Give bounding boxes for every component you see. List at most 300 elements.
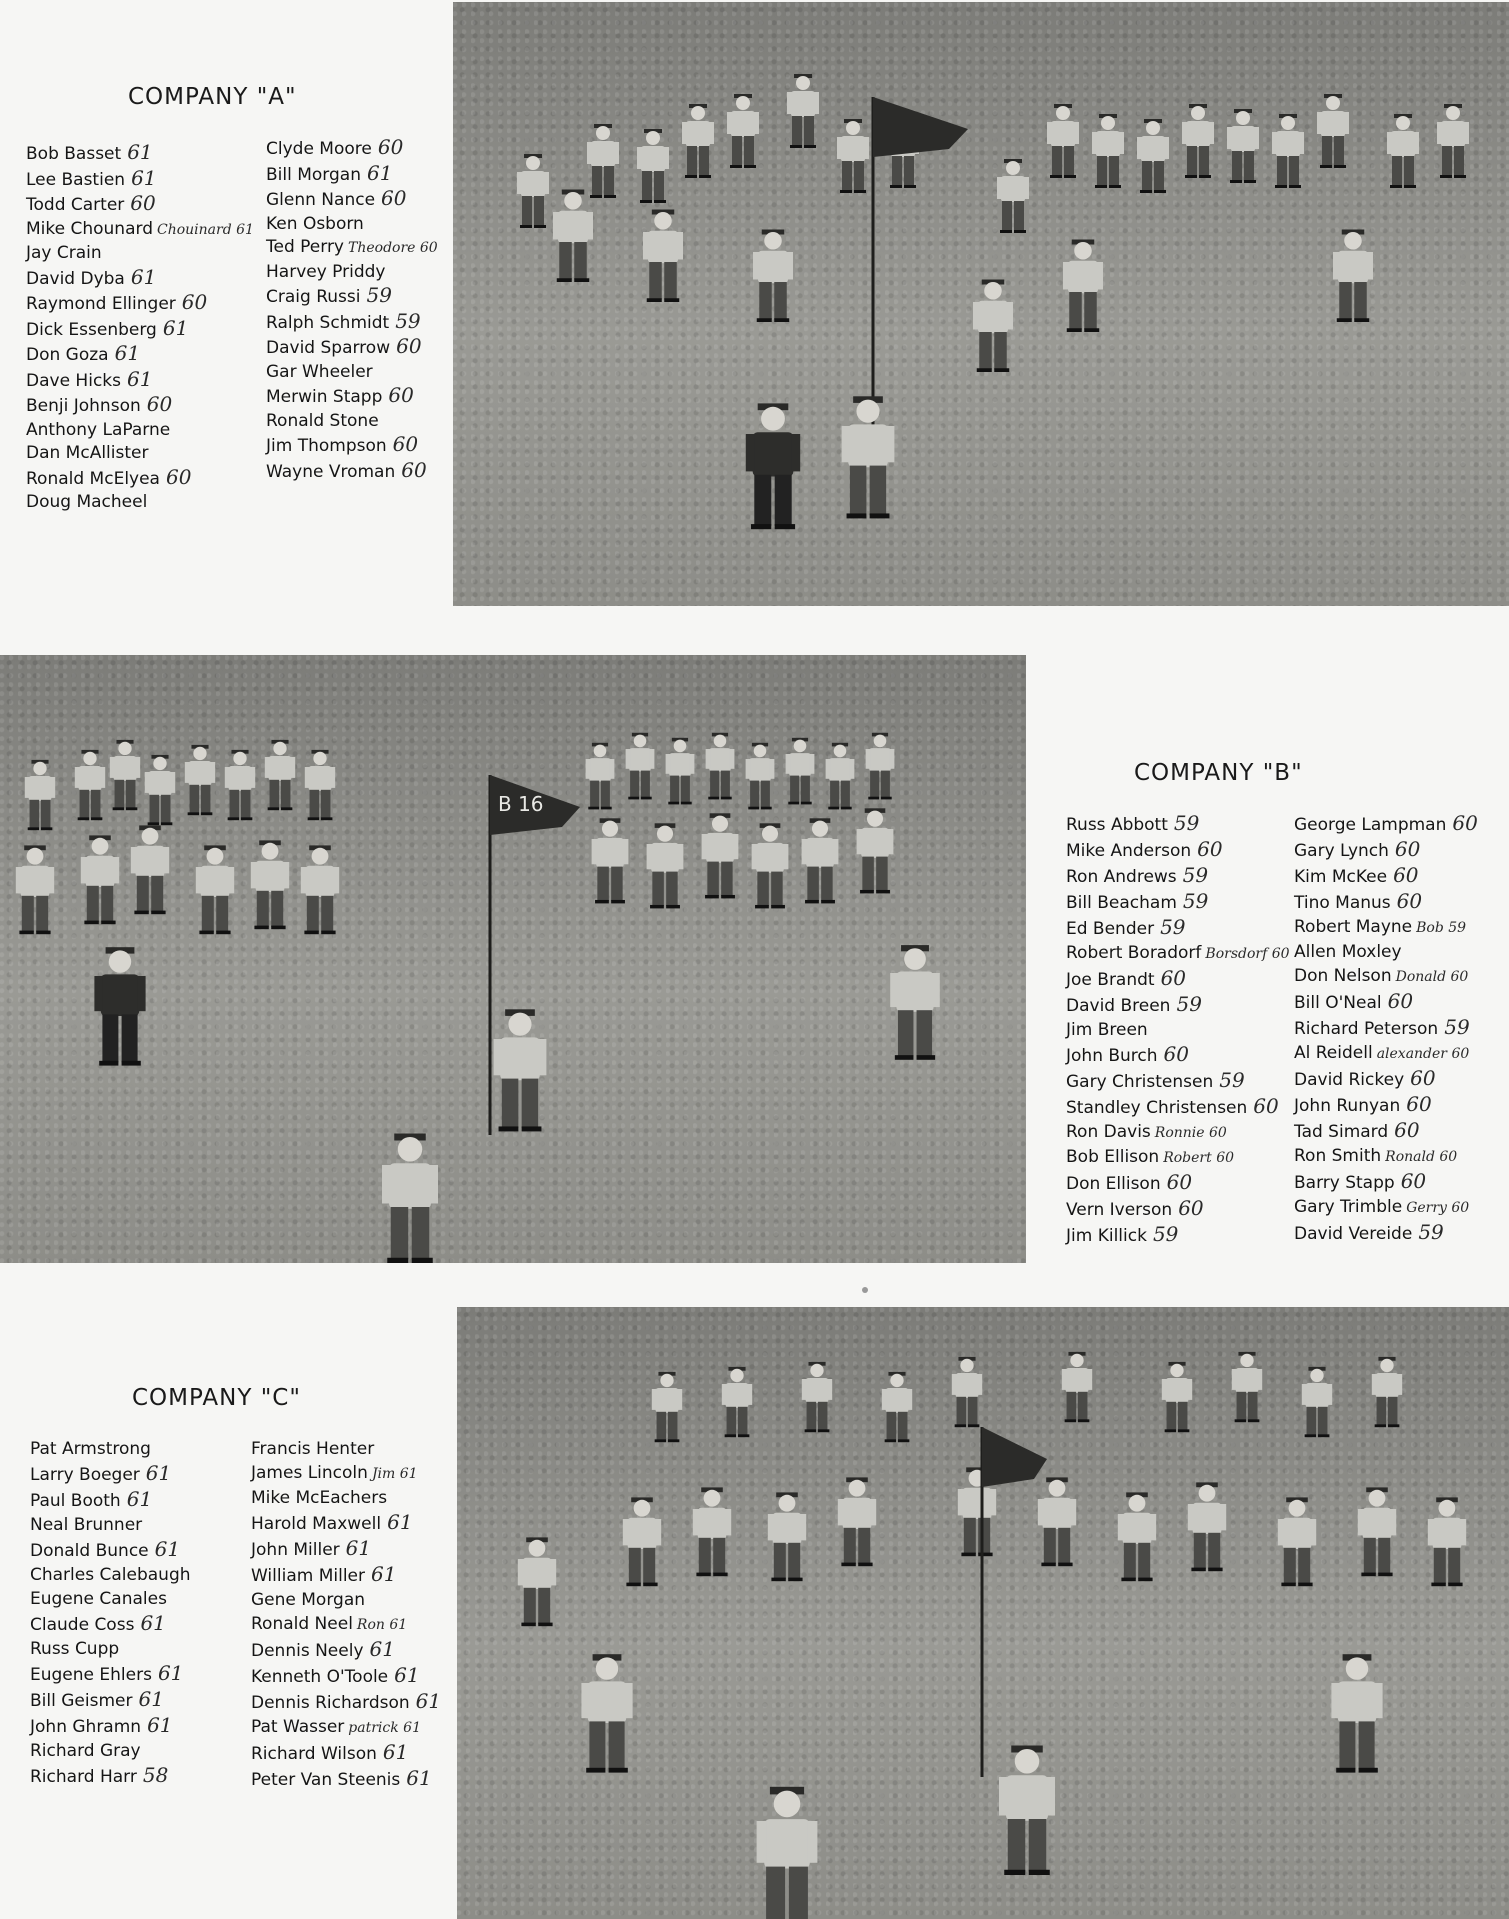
handwritten-note: 61 <box>387 1510 413 1534</box>
cadet-figure <box>1188 1482 1226 1571</box>
cadet-figure <box>1182 104 1214 178</box>
member-name: Mike Chounard <box>26 218 153 239</box>
roster-entry <box>26 192 254 218</box>
roster-entry <box>30 1611 191 1637</box>
member-name: Francis Henter <box>251 1439 375 1459</box>
company-b-roster-col1 <box>1066 811 1290 1248</box>
member-name: Lee Bastien <box>26 169 126 190</box>
member-name: Jim Breen <box>1066 1020 1148 1040</box>
handwritten-note: 60 <box>1396 889 1423 913</box>
member-name: Craig Russi <box>266 287 361 307</box>
handwritten-note: 60 <box>1387 989 1414 1013</box>
member-name: Bill Morgan <box>266 164 361 185</box>
cadet-figure <box>517 154 549 228</box>
roster-entry <box>1066 1068 1290 1094</box>
member-name: Clyde Moore <box>266 139 372 159</box>
roster-entry <box>1294 1118 1478 1144</box>
cadet-figure <box>586 743 615 810</box>
cadet-figure <box>1232 1352 1262 1422</box>
handwritten-note: 60 <box>1394 1118 1420 1142</box>
company-c-heading: COMPANY "C" <box>132 1385 301 1411</box>
cadet-figure <box>1387 114 1419 188</box>
roster-entry <box>1066 1222 1290 1248</box>
roster-entry <box>1066 1018 1290 1042</box>
roster-entry <box>30 1461 191 1487</box>
member-name: Jim Thompson <box>266 436 387 456</box>
roster-entry <box>266 410 438 434</box>
roster-entry <box>1066 966 1290 992</box>
roster-entry <box>26 368 254 394</box>
roster-entry <box>251 1461 441 1486</box>
member-name: Pat Wasser <box>251 1717 345 1737</box>
cadet-figure <box>305 750 335 820</box>
company-c-roster-col1 <box>30 1437 191 1789</box>
roster-entry <box>30 1537 191 1563</box>
cadet-figure <box>623 1497 661 1586</box>
handwritten-note: 60 <box>392 432 419 456</box>
cadet-figure <box>587 124 619 198</box>
member-name: David Rickey <box>1294 1070 1405 1090</box>
roster-entry <box>26 291 254 317</box>
handwritten-note: 60 <box>377 135 404 159</box>
handwritten-note: 59 <box>1444 1015 1470 1039</box>
member-name: Ken Osborn <box>266 213 364 234</box>
member-name: Gary Trimble <box>1294 1197 1403 1217</box>
handwritten-note: Donald 60 <box>1395 969 1469 985</box>
member-name: Bill Beacham <box>1066 893 1177 913</box>
cadet-figure <box>145 755 175 825</box>
member-name: Joe Brandt <box>1066 970 1155 990</box>
member-name: Benji Johnson <box>26 396 141 416</box>
roster-entry <box>26 218 254 243</box>
roster-entry <box>30 1637 191 1661</box>
member-name: Mike McEachers <box>251 1488 388 1508</box>
cadet-figure <box>553 190 593 283</box>
handwritten-note: 61 <box>126 1487 153 1511</box>
member-name: David Sparrow <box>266 338 391 358</box>
roster-entry <box>251 1637 441 1663</box>
cadet-figure <box>752 823 789 908</box>
handwritten-note: 60 <box>181 290 208 314</box>
cadet-figure <box>973 280 1013 373</box>
handwritten-note: 59 <box>1182 889 1209 913</box>
member-name: Al Reidell <box>1294 1043 1373 1063</box>
member-name: Dan McAllister <box>26 443 149 463</box>
member-name: Ronald Neel <box>251 1614 353 1634</box>
cadet-figure <box>693 1487 731 1576</box>
member-name: Glenn Nance <box>266 190 376 210</box>
roster-entry <box>1294 915 1478 940</box>
member-name: Pat Armstrong <box>30 1439 151 1459</box>
handwritten-note: 60 <box>1394 837 1421 861</box>
member-name: Doug Macheel <box>26 492 148 512</box>
cadet-figure <box>768 1492 806 1581</box>
cadet-figure <box>1331 1654 1382 1772</box>
handwritten-note: 61 <box>138 1687 164 1711</box>
handwritten-note: 60 <box>1393 863 1419 887</box>
company-b-heading: COMPANY "B" <box>1134 760 1303 786</box>
cadet-figure <box>592 818 629 903</box>
cadet-figure <box>251 840 289 929</box>
company-a-photo <box>453 2 1509 606</box>
handwritten-note: 61 <box>394 1663 420 1687</box>
roster-entry <box>26 242 254 266</box>
roster-entry <box>1294 989 1478 1015</box>
roster-entry <box>1294 1144 1478 1169</box>
handwritten-note: 61 <box>366 160 393 185</box>
handwritten-note: 59 <box>1160 915 1186 939</box>
roster-entry <box>1294 1066 1478 1092</box>
member-name: Ronald Stone <box>266 410 379 431</box>
handwritten-note: 60 <box>1178 1196 1204 1220</box>
company-a-heading: COMPANY "A" <box>128 84 297 110</box>
roster-entry <box>26 141 254 167</box>
handwritten-note: 61 <box>154 1537 181 1561</box>
cadet-figure <box>1428 1497 1466 1586</box>
handwritten-note: 60 <box>1166 1170 1193 1194</box>
member-name: Dennis Neely <box>251 1641 364 1661</box>
roster-entry <box>1294 940 1478 964</box>
company-a-roster-col1 <box>26 141 254 515</box>
roster-entry <box>26 393 254 419</box>
roster-entry <box>266 335 438 361</box>
member-name: Tino Manus <box>1294 893 1391 913</box>
member-name: Richard Wilson <box>251 1744 377 1764</box>
member-name: Charles Calebaugh <box>30 1565 191 1585</box>
roster-entry <box>1066 992 1290 1018</box>
cadet-figure <box>837 119 869 193</box>
cadet-figure <box>1358 1487 1396 1576</box>
roster-entry <box>251 1437 441 1461</box>
cadet-figure <box>757 1787 818 1919</box>
cadet-figure <box>94 947 145 1065</box>
company-b-photo <box>0 655 1026 1263</box>
handwritten-note: 61 <box>371 1562 397 1586</box>
handwritten-note: 61 <box>406 1766 432 1790</box>
roster-entry <box>251 1486 441 1510</box>
roster-entry <box>30 1513 191 1537</box>
roster-entry <box>1066 837 1290 863</box>
roster-entry <box>26 442 254 466</box>
flag-label: B 16 <box>498 792 544 816</box>
member-name: Richard Peterson <box>1294 1019 1439 1039</box>
member-name: Eugene Canales <box>30 1589 167 1609</box>
cadet-figure <box>131 825 169 914</box>
roster-entry <box>251 1588 441 1612</box>
cadet-figure <box>727 94 759 168</box>
roster-entry <box>26 266 254 292</box>
roster-entry <box>1294 1220 1478 1246</box>
cadet-figure <box>838 1477 876 1566</box>
roster-entry <box>1294 863 1478 889</box>
roster-entry <box>266 459 438 485</box>
handwritten-note: Ronnie 60 <box>1154 1125 1227 1141</box>
cadet-figure <box>722 1367 752 1437</box>
cadet-figure <box>666 738 695 805</box>
cadet-figure <box>1137 119 1169 193</box>
member-name: Gene Morgan <box>251 1590 366 1610</box>
cadet-figure <box>826 743 855 810</box>
member-name: Paul Booth <box>30 1491 121 1511</box>
handwritten-note: 59 <box>1182 863 1209 887</box>
cadet-figure <box>647 823 684 908</box>
roster-entry <box>266 361 438 385</box>
unit-flag <box>982 1427 1047 1777</box>
roster-entry <box>26 466 254 492</box>
member-name: Anthony LaParne <box>26 419 171 440</box>
roster-entry <box>1066 915 1290 941</box>
cadet-figure <box>1118 1492 1156 1581</box>
cadet-figure <box>1372 1357 1402 1427</box>
roster-entry <box>1066 1196 1290 1222</box>
member-name: Donald Bunce <box>30 1541 149 1561</box>
roster-entry <box>26 419 254 443</box>
roster-entry <box>266 384 438 410</box>
member-name: Vern Iverson <box>1066 1200 1173 1220</box>
handwritten-note: 61 <box>145 1461 172 1485</box>
roster-entry <box>266 310 438 336</box>
handwritten-note: Jim 61 <box>371 1466 418 1482</box>
roster-entry <box>26 317 254 343</box>
cadet-figure <box>637 129 669 203</box>
member-name: Jay Crain <box>26 243 102 263</box>
member-name: Ron Davis <box>1066 1122 1151 1142</box>
member-name: Dick Essenberg <box>26 319 157 340</box>
member-name: Ron Smith <box>1294 1146 1382 1166</box>
cadet-figure <box>682 104 714 178</box>
roster-entry <box>251 1663 441 1689</box>
handwritten-note: Ron 61 <box>356 1617 408 1633</box>
member-name: William Miller <box>251 1566 365 1586</box>
member-name: Gary Christensen <box>1066 1072 1214 1092</box>
handwritten-note: 58 <box>142 1763 169 1787</box>
handwritten-note: 59 <box>1173 811 1200 835</box>
roster-entry <box>1294 964 1478 989</box>
handwritten-note: 61 <box>127 140 153 164</box>
member-name: Allen Moxley <box>1294 942 1402 962</box>
member-name: John Burch <box>1066 1046 1158 1066</box>
page-speck <box>862 1287 868 1293</box>
handwritten-note: 60 <box>165 464 192 489</box>
member-name: Raymond Ellinger <box>26 294 176 314</box>
handwritten-note: 61 <box>382 1740 409 1764</box>
roster-entry <box>26 342 254 368</box>
roster-entry <box>1066 811 1290 837</box>
roster-entry <box>266 213 438 237</box>
member-name: Kim McKee <box>1294 867 1388 887</box>
handwritten-note: 60 <box>1197 837 1223 861</box>
unit-flag <box>873 97 968 462</box>
handwritten-note: 61 <box>162 315 189 340</box>
member-name: Richard Harr <box>30 1767 137 1787</box>
cadet-figure <box>265 740 295 810</box>
cadet-figure <box>1278 1497 1316 1586</box>
company-a-roster-col2 <box>266 136 438 484</box>
roster-entry <box>251 1510 441 1536</box>
roster-entry <box>266 261 438 285</box>
member-name: Ron Andrews <box>1066 867 1177 887</box>
roster-entry <box>266 136 438 162</box>
handwritten-note: alexander 60 <box>1376 1046 1470 1062</box>
handwritten-note: Chouinard 61 <box>157 221 254 238</box>
roster-entry <box>30 1687 191 1713</box>
handwritten-note: Borsdorf 60 <box>1205 946 1290 962</box>
handwritten-note: Bob 59 <box>1416 920 1467 936</box>
cadet-figure <box>1227 109 1259 183</box>
member-name: John Runyan <box>1294 1096 1401 1116</box>
cadet-figure <box>753 230 793 323</box>
member-name: Kenneth O'Toole <box>251 1667 389 1687</box>
roster-entry <box>251 1562 441 1588</box>
cadet-figure <box>1062 1352 1092 1422</box>
roster-entry <box>251 1536 441 1562</box>
cadet-figure <box>1317 94 1349 168</box>
cadet-figure <box>1063 240 1103 333</box>
member-name: Larry Boeger <box>30 1465 140 1485</box>
roster-entry <box>1294 837 1478 863</box>
roster-entry <box>1294 811 1478 837</box>
member-name: David Dyba <box>26 268 125 289</box>
roster-entry <box>266 433 438 459</box>
cadet-figure <box>1038 1477 1076 1566</box>
member-name: Tad Simard <box>1294 1122 1389 1142</box>
roster-entry <box>266 236 438 261</box>
handwritten-note: 60 <box>130 191 156 215</box>
cadet-figure <box>110 740 140 810</box>
roster-entry <box>1294 1195 1478 1220</box>
member-name: Dave Hicks <box>26 370 121 391</box>
handwritten-note: 61 <box>114 341 141 365</box>
cadet-figure <box>1437 104 1469 178</box>
member-name: Todd Carter <box>26 195 125 215</box>
handwritten-note: 60 <box>396 334 422 358</box>
cadet-figure <box>1333 230 1373 323</box>
roster-entry <box>251 1740 441 1766</box>
member-name: James Lincoln <box>251 1463 368 1483</box>
member-name: Ralph Schmidt <box>266 312 390 333</box>
cadet-figure <box>652 1372 682 1442</box>
handwritten-note: 61 <box>157 1661 184 1685</box>
cadet-figure <box>746 743 775 810</box>
handwritten-note: Ronald 60 <box>1385 1149 1458 1165</box>
member-name: Peter Van Steenis <box>251 1770 401 1790</box>
member-name: Harvey Priddy <box>266 261 386 282</box>
cadet-figure <box>842 396 895 518</box>
roster-entry <box>30 1713 191 1739</box>
cadet-figure <box>857 808 894 893</box>
cadet-figure <box>1162 1362 1192 1432</box>
member-name: David Vereide <box>1294 1224 1413 1244</box>
roster-entry <box>266 284 438 310</box>
member-name: John Ghramn <box>30 1717 142 1737</box>
roster-entry <box>30 1587 191 1611</box>
roster-entry <box>251 1612 441 1637</box>
member-name: Ted Perry <box>266 237 344 257</box>
handwritten-note: 60 <box>146 392 173 416</box>
member-name: Wayne Vroman <box>266 461 396 482</box>
roster-entry <box>1294 889 1478 915</box>
cadet-figure <box>746 403 800 529</box>
handwritten-note: Gerry 60 <box>1406 1200 1470 1216</box>
roster-entry <box>1066 1120 1290 1145</box>
cadet-figure <box>702 813 739 898</box>
handwritten-note: 59 <box>366 283 392 307</box>
cadet-figure <box>225 750 255 820</box>
member-name: Neal Brunner <box>30 1515 143 1535</box>
handwritten-note: 60 <box>1160 966 1187 990</box>
cadet-figure <box>16 845 54 934</box>
roster-entry <box>1294 1041 1478 1066</box>
member-name: Ronald McElyea <box>26 468 160 489</box>
cadet-figure <box>952 1357 982 1427</box>
roster-entry <box>251 1766 441 1792</box>
cadet-figure <box>382 1134 438 1264</box>
member-name: Bob Basset <box>26 144 122 164</box>
handwritten-note: 60 <box>1410 1066 1436 1090</box>
roster-entry <box>26 167 254 193</box>
company-c-photo <box>457 1307 1509 1919</box>
roster-entry <box>1066 1170 1290 1196</box>
handwritten-note: 60 <box>1452 811 1478 835</box>
member-name: Bob Ellison <box>1066 1147 1160 1167</box>
roster-entry <box>30 1739 191 1763</box>
handwritten-note: 60 <box>1163 1042 1189 1066</box>
roster-entry <box>251 1715 441 1740</box>
member-name: Gary Lynch <box>1294 841 1389 861</box>
member-name: Merwin Stapp <box>266 387 383 407</box>
member-name: Bill O'Neal <box>1294 993 1382 1013</box>
handwritten-note: 61 <box>140 1611 166 1635</box>
cadet-figure <box>626 733 655 800</box>
cadet-figure <box>802 818 839 903</box>
member-name: John Miller <box>251 1540 340 1560</box>
cadet-figure <box>1302 1367 1332 1437</box>
member-name: Gar Wheeler <box>266 361 373 382</box>
cadet-figure <box>997 159 1029 233</box>
cadet-figure <box>866 733 895 800</box>
handwritten-note: 60 <box>1400 1169 1427 1193</box>
handwritten-note: Theodore 60 <box>348 240 438 256</box>
handwritten-note: 61 <box>130 264 157 289</box>
roster-entry <box>251 1689 441 1715</box>
member-name: Russ Cupp <box>30 1639 120 1659</box>
handwritten-note: 59 <box>1176 992 1202 1016</box>
handwritten-note: 61 <box>415 1689 442 1713</box>
member-name: Richard Gray <box>30 1741 141 1761</box>
roster-entry <box>1294 1092 1478 1118</box>
member-name: Eugene Ehlers <box>30 1665 152 1685</box>
handwritten-note: 59 <box>1418 1220 1444 1244</box>
roster-entry <box>26 491 254 515</box>
handwritten-note: 60 <box>401 457 427 482</box>
member-name: Don Nelson <box>1294 966 1392 986</box>
roster-entry <box>30 1487 191 1513</box>
roster-entry <box>1294 1169 1478 1195</box>
member-name: Standley Christensen <box>1066 1098 1248 1118</box>
handwritten-note: 61 <box>147 1713 173 1737</box>
cadet-figure <box>75 750 105 820</box>
cadet-figure <box>999 1746 1055 1876</box>
cadet-figure <box>25 760 55 830</box>
handwritten-note: 59 <box>1219 1068 1245 1092</box>
member-name: Ed Bender <box>1066 919 1155 939</box>
roster-entry <box>1066 1042 1290 1068</box>
member-name: Robert Boradorf <box>1066 943 1202 963</box>
cadet-figure <box>786 738 815 805</box>
handwritten-note: 60 <box>1253 1094 1279 1118</box>
roster-entry <box>30 1763 191 1789</box>
handwritten-note: Robert 60 <box>1163 1150 1235 1166</box>
